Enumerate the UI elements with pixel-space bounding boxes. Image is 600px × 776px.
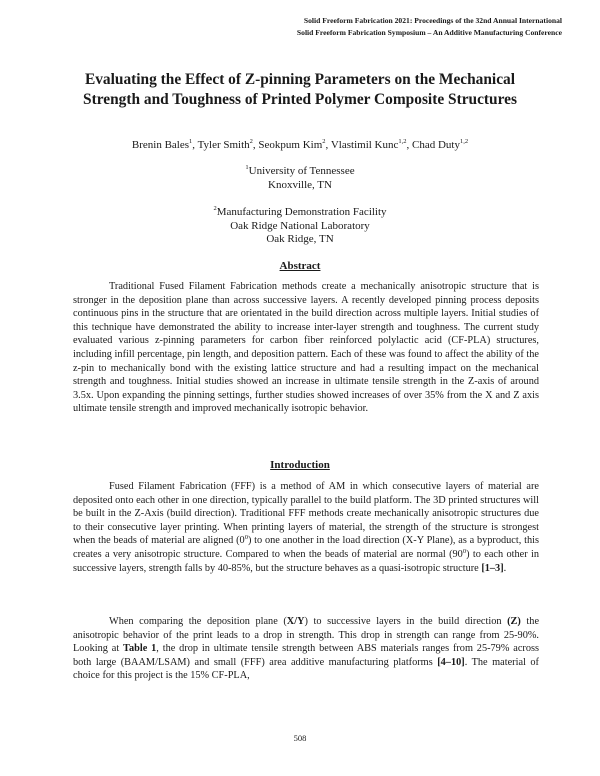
running-header xyxy=(297,15,562,39)
bold-term: (Z) xyxy=(507,616,521,627)
citation-reference: [4–10] xyxy=(437,656,465,668)
affiliation-institution: University of Tennessee xyxy=(248,165,355,177)
paragraph-text: ) to one another in the load direction (X-Y Plane), as a byproduct, this creates a very anisotropic structure. Compared to when the beads of material are normal (90 xyxy=(73,535,539,560)
author-affiliation-mark: 2 xyxy=(249,138,253,145)
paragraph-text: . xyxy=(503,562,507,574)
paragraph-text: ) to each other in successive layers, strength falls by 40-85%, but the structure behaves as a quasi-isotropic structure xyxy=(73,548,539,574)
affiliation-location: Oak Ridge, TN xyxy=(266,233,334,245)
affiliation-2 xyxy=(40,206,560,247)
paper-title-line-2: Strength and Toughness of Printed Polymer Composite Structures xyxy=(83,91,517,108)
paragraph-text: , the drop in ultimate tensile strength between ABS materials ranges from 25-79% across both large (BAAM/LSAM) and small (FFF) area additive manufacturing platforms xyxy=(73,643,540,668)
running-header-line-2: Solid Freeform Fabrication Symposium – An Additive Manufacturing Conference xyxy=(296,28,562,37)
paragraph-text: . The material of choice for this project is the 15% CF-PLA, xyxy=(73,656,539,682)
paragraph-text: ) to successive layers in the build direction xyxy=(304,616,508,627)
paragraph-text: When comparing the deposition plane ( xyxy=(109,616,287,627)
author-separator: , xyxy=(192,139,198,151)
author-separator: , xyxy=(406,139,413,151)
author-name: Seokpum Kim xyxy=(258,139,323,151)
introduction-paragraph-2 xyxy=(73,615,539,683)
paragraph-text: Fused Filament Fabrication (FFF) is a method of AM in which consecutive layers of material are deposited onto each other in one direction, typically parallel to the build platform. The 3D printed structures will be built in the Z-Axis (build direction). Traditional FFF methods create mechanically anisotropic structures due to their consecutive layer printing. When printing layers of material, the strength of the structure is strongest when the beads of material are aligned (0 xyxy=(73,481,539,547)
author-name: Brenin Bales xyxy=(131,139,190,151)
author-affiliation-mark: 2 xyxy=(322,138,326,145)
paper-title xyxy=(40,70,560,110)
author-affiliation-mark: 1,2 xyxy=(460,138,469,145)
author-separator: , xyxy=(325,139,331,151)
paragraph-text: the anisotropic behavior of the print leads to a drop in strength. This drop in strength can range from 25-90%. Looking at xyxy=(73,616,540,655)
running-header-line-1: Solid Freeform Fabrication 2021: Proceedings of the 32nd Annual International xyxy=(303,16,562,25)
citation-reference: [1–3] xyxy=(481,562,504,574)
affiliation-1 xyxy=(40,165,560,192)
degree-superscript: 0 xyxy=(462,547,467,555)
author-affiliation-mark: 1,2 xyxy=(398,138,407,145)
degree-superscript: 0 xyxy=(244,534,248,542)
author-name: Chad Duty xyxy=(412,139,460,151)
introduction-paragraph-1 xyxy=(73,480,539,575)
abstract-body: Traditional Fused Filament Fabrication methods create a mechanically anisotropic structure that is stronger in the deposition plane than across successive layers. A recently developed pinning process deposits continuous pins in the structure that are orientated in the build direction across multiple layers. Initial studies of this technique have demonstrated the ability to increase inter-layer strength and toughness. The current study evaluated various z-pinning parameters for carbon fiber reinforced polylactic acid (CF-PLA) structures, including infill percentage, pin length, and deposition pattern. Each of these was found to affect the ability of the z-pin to mechanically bond with the existing lattice structure and had a resulting impact on the mechanical strength and toughness. Initial studies showed an increase in ultimate tensile strength in the Z-axis of around 3.5x. Upon expanding the pinning settings, further studies showed increases of over 35% from the X and Z axis ultimate tensile strength and improved mechanically isotropic behavior. xyxy=(73,281,539,415)
author-affiliation-mark: 1 xyxy=(189,138,193,145)
author-name: Vlastimil Kunc xyxy=(330,139,399,151)
affiliation-location: Knoxville, TN xyxy=(268,178,332,191)
affiliation-institution: Manufacturing Demonstration Facility xyxy=(216,206,387,218)
bold-term: X/Y xyxy=(286,616,305,627)
author-name: Tyler Smith xyxy=(197,139,250,151)
author-list xyxy=(40,138,560,152)
affiliation-mark: 2 xyxy=(213,205,217,212)
abstract-heading: Abstract xyxy=(279,260,321,272)
author-separator: , xyxy=(252,139,259,151)
affiliation-organization: Oak Ridge National Laboratory xyxy=(230,219,370,232)
paper-title-line-1: Evaluating the Effect of Z-pinning Parameters on the Mechanical xyxy=(84,71,516,88)
table-reference: Table 1 xyxy=(123,643,157,655)
affiliation-mark: 1 xyxy=(245,164,249,171)
introduction-heading: Introduction xyxy=(270,459,330,471)
page-number: 508 xyxy=(293,733,307,743)
